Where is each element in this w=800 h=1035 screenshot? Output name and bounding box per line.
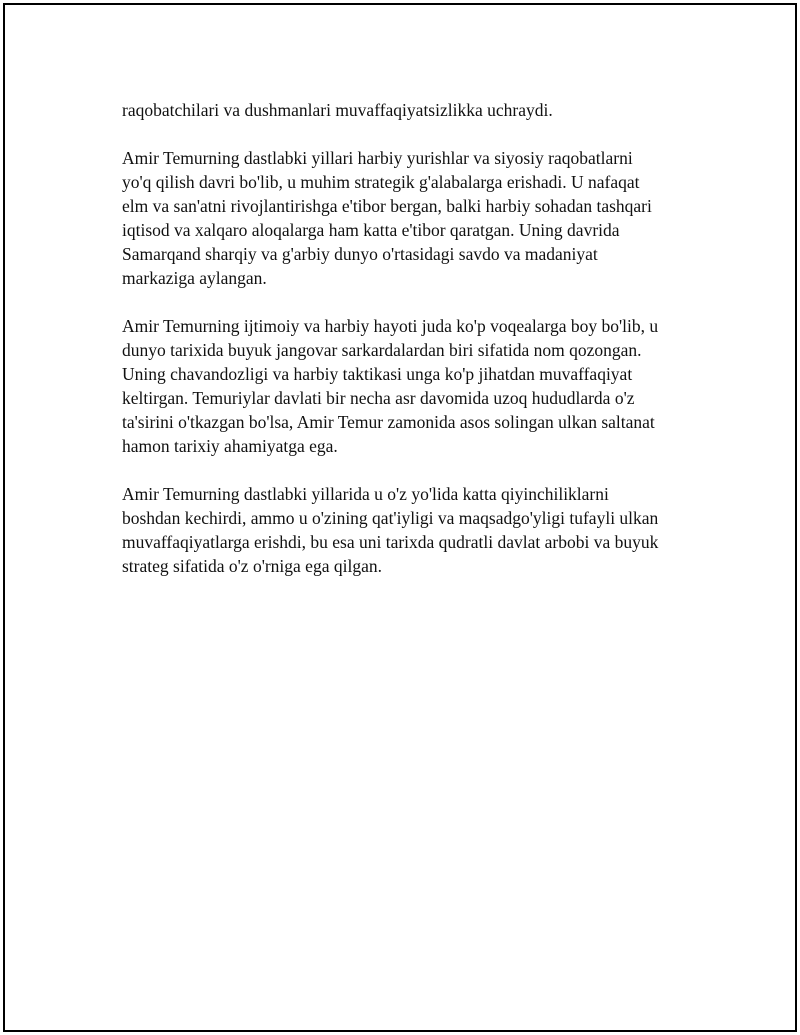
paragraph-3: Amir Temurning ijtimoiy va harbiy hayoti juda ko'p voqealarga boy bo'lib, u dunyo tarixida buyuk jangovar sarkardalardan biri sifatida nom qozongan. Uning chavandozligi va harbiy taktikasi unga ko'p jihatdan muvaffaqiyat keltirgan. Temuriylar davlati bir necha asr davomida uzoq hududlarda o'z ta'sirini o'tkazgan bo'lsa, Amir Temur zamonida asos solingan ulkan saltanat hamon tarixiy ahamiyatga ega. — [122, 316, 659, 456]
document-body — [122, 98, 692, 602]
paragraph-2: Amir Temurning dastlabki yillari harbiy yurishlar va siyosiy raqobatlarni yo'q qilish davri bo'lib, u muhim strategik g'alabalarga erishadi. U nafaqat elm va san'atni rivojlantirishga e'tibor bergan, balki harbiy sohadan tashqari iqtisod va xalqaro aloqalarga ham katta e'tibor qaratgan. Uning davrida Samarqand sharqiy va g'arbiy dunyo o'rtasidagi savdo va madaniyat markaziga aylangan. — [122, 148, 652, 288]
paragraph-1: raqobatchilari va dushmanlari muvaffaqiyatsizlikka uchraydi. — [122, 100, 553, 120]
paragraph-4: Amir Temurning dastlabki yillarida u o'z yo'lida katta qiyinchiliklarni boshdan kechirdi, ammo u o'zining qat'iyligi va maqsadgo'yligi tufayli ulkan muvaffaqiyatlarga erishdi, bu esa uni tarixda qudratli davlat arbobi va buyuk strateg sifatida o'z o'rniga ega qilgan. — [122, 484, 659, 576]
page-frame — [3, 3, 797, 1032]
